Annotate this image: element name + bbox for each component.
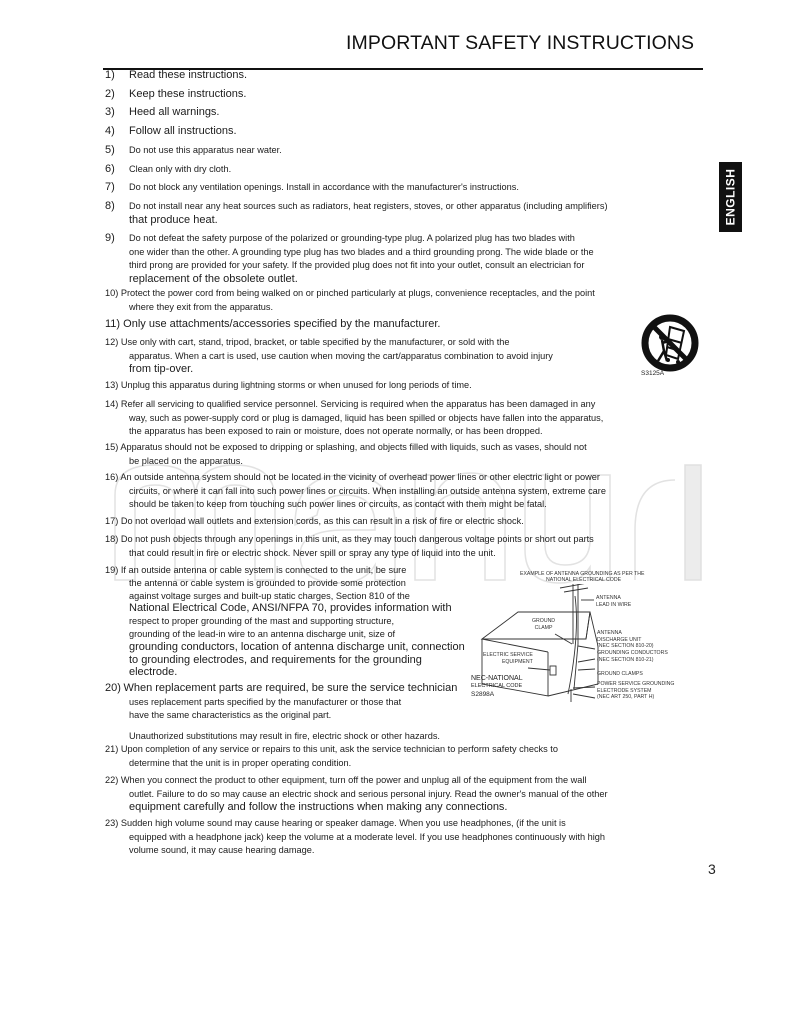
instruction-12: 12) Use only with cart, stand, tripod, bracket, or table specified by the manufacturer, or sold with the apparatus. When a cart is used, use caution when moving the cart/apparatus combination to avoid injury from tip-over. bbox=[105, 337, 553, 375]
instruction-6: 6) Clean only with dry cloth. bbox=[105, 163, 232, 175]
instruction-18: 18) Do not push objects through any openings in this unit, as they may touch dangerous voltage points or short out parts that could result in fire or electric shock. Never spill or spray any type of liquid into the unit. bbox=[105, 534, 594, 558]
language-tab-label: ENGLISH bbox=[723, 168, 738, 226]
instruction-1: 1) Read these instructions. bbox=[105, 69, 248, 81]
instruction-17: 17) Do not overload wall outlets and extension cords, as this can result in a risk of fire or electric shock. bbox=[105, 516, 524, 526]
instruction-22: 22) When you connect the product to other equipment, turn off the power and unplug all of the equipment from the wall outlet. Failure to do so may cause an electric shock and serious personal injury. Read the owner's manual of the other equipment carefully and follow the instructions when making any connections. bbox=[105, 775, 608, 813]
label-grounding-conductors: GROUNDING CONDUCTORS (NEC SECTION 810-21) bbox=[597, 650, 668, 663]
label-electric-service: ELECTRIC SERVICE EQUIPMENT bbox=[483, 652, 533, 665]
instruction-14: 14) Refer all servicing to qualified service personnel. Servicing is required when the apparatus has been damaged in any way, such as power-supply cord or plug is damaged, liquid has been spilled or objects have fallen into the apparatus, the apparatus has been exposed to rain or moisture, does not operate normally, or has been dropped. bbox=[105, 399, 604, 436]
instruction-13: 13) Unplug this apparatus during lightning storms or when unused for long periods of time. bbox=[105, 380, 472, 390]
instruction-11: 11) Only use attachments/accessories specified by the manufacturer. bbox=[105, 318, 441, 330]
instruction-20: 20) When replacement parts are required, be sure the service technician uses replacement parts specified by the manufacturer or those that have the same characteristics as the original part. Unauthorized substitutions may result in fire, electric shock or other hazards. bbox=[105, 682, 458, 741]
cart-icon-code: S3125A bbox=[641, 370, 665, 377]
instruction-5: 5) Do not use this apparatus near water. bbox=[105, 144, 282, 156]
label-ground-clamps: GROUND CLAMPS bbox=[597, 671, 643, 677]
instruction-23: 23) Sudden high volume sound may cause hearing or speaker damage. When you use headphones, (if the unit is equipped with a headphone jack) keep the volume at a moderate level. If you use headphones continuously with high volume sound, it may cause hearing damage. bbox=[105, 818, 606, 855]
page-title: IMPORTANT SAFETY INSTRUCTIONS bbox=[346, 32, 695, 54]
label-antenna-lead: ANTENNA LEAD IN WIRE bbox=[596, 595, 632, 608]
antenna-grounding-diagram bbox=[468, 570, 673, 720]
instruction-16: 16) An outside antenna system should not be located in the vicinity of overhead power lines or other electric light or power circuits, or where it can fall into such power lines or circuits. When installing an outside antenna system, extreme care should be taken to keep from touching such power lines or circuits, as contact with them might be fatal. bbox=[105, 472, 606, 509]
instruction-8: 8) Do not install near any heat sources such as radiators, heat registers, stoves, or other apparatus (including amplifiers) that produce heat. bbox=[105, 200, 608, 226]
instruction-9: 9) Do not defeat the safety purpose of the polarized or grounding-type plug. A polarized plug has two blades with one wider than the other. A grounding type plug has two blades and a third grounding prong. The wide blade or the third prong are provided for your safety. If the provided plug does not fit into your outlet, consult an electrician for replacement of the obsolete outlet. bbox=[105, 232, 594, 285]
instruction-3: 3) Heed all warnings. bbox=[105, 106, 220, 118]
page-number: 3 bbox=[708, 861, 716, 877]
instruction-4: 4) Follow all instructions. bbox=[105, 125, 237, 137]
diagram-code: S2898A bbox=[471, 691, 495, 698]
instruction-7: 7) Do not block any ventilation openings. Install in accordance with the manufacturer's instructions. bbox=[105, 181, 519, 193]
label-nec: NEC-NATIONAL ELECTRICAL CODE bbox=[471, 675, 523, 689]
language-tab bbox=[719, 162, 742, 232]
diagram-title-line2: NATIONAL ELECTRICAL CODE bbox=[546, 577, 622, 583]
label-ground-clamp: GROUND CLAMP bbox=[532, 618, 556, 631]
instruction-15: 15) Apparatus should not be exposed to dripping or splashing, and objects filled with liquids, such as vases, should not be placed on the apparatus. bbox=[105, 442, 587, 466]
instruction-19: 19) If an outside antenna or cable system is connected to the unit, be sure the antenna or cable system is grounded to provide some protection against voltage surges and built-up static charges, Section 810 of the National Electrical Code, ANSI/NFPA 70, provides information with respect to proper grounding of the mast and supporting structure, grounding of the lead-in wire to an antenna discharge unit, size of grounding conductors, location of antenna discharge unit, connection to grounding electrodes, and requirements for the grounding electrode. bbox=[105, 565, 465, 679]
instruction-10: 10) Protect the power cord from being walked on or pinched particularly at plugs, convenience receptacles, and the point where they exit from the apparatus. bbox=[105, 288, 595, 312]
label-discharge-unit: ANTENNA DISCHARGE UNIT (NEC SECTION 810-20) bbox=[597, 630, 654, 649]
label-power-service: POWER SERVICE GROUNDING ELECTRODE SYSTEM (NEC ART 250, PART H) bbox=[597, 681, 675, 700]
instruction-21: 21) Upon completion of any service or repairs to this unit, ask the service technician to perform safety checks to determine that the unit is in proper operating condition. bbox=[105, 744, 558, 768]
instruction-2: 2) Keep these instructions. bbox=[105, 88, 247, 100]
diagram-title-line1: EXAMPLE OF ANTENNA GROUNDING AS PER THE bbox=[520, 571, 645, 577]
cart-tipover-warning-icon bbox=[640, 313, 700, 373]
